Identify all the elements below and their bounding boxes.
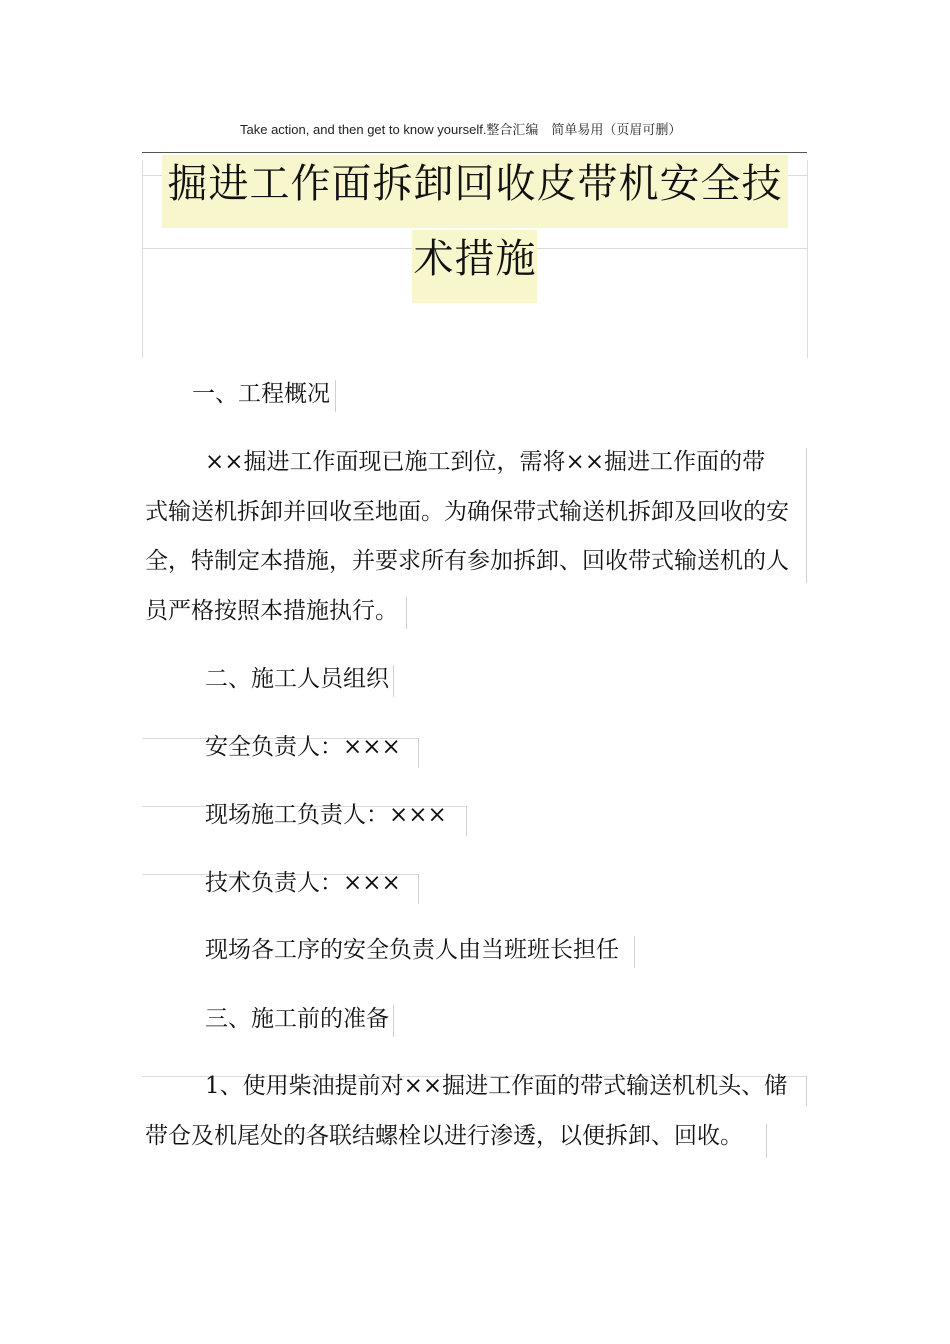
line-end-mark bbox=[806, 448, 807, 583]
paragraph-line: 带仓及机尾处的各联结螺栓以进行渗透，以便拆卸、回收。 bbox=[145, 1123, 743, 1149]
line-end-mark bbox=[766, 1124, 767, 1158]
paragraph-line: ××掘进工作面现已施工到位，需将××掘进工作面的带 bbox=[205, 449, 766, 475]
line-end-mark bbox=[806, 1076, 807, 1106]
line-end-mark bbox=[335, 380, 336, 412]
line-end-mark bbox=[393, 665, 394, 697]
paragraph-line: 全，特制定本措施，并要求所有参加拆卸、回收带式输送机的人 bbox=[145, 548, 789, 574]
site-lead-line: 现场施工负责人：××× bbox=[205, 802, 447, 828]
paragraph-line: 式输送机拆卸并回收至地面。为确保带式输送机拆卸及回收的安 bbox=[145, 499, 789, 525]
shift-note-line: 现场各工序的安全负责人由当班班长担任 bbox=[205, 937, 619, 963]
safety-lead-line: 安全负责人：××× bbox=[205, 734, 401, 760]
page-header: Take action, and then get to know yourself.整合汇编 简单易用（页眉可删） bbox=[240, 122, 682, 137]
doc-title-line-1: 掘进工作面拆卸回收皮带机安全技 bbox=[167, 161, 783, 207]
header-rule bbox=[142, 152, 807, 153]
line-end-mark bbox=[406, 597, 407, 629]
line-end-mark bbox=[393, 1005, 394, 1037]
section-heading-2: 二、施工人员组织 bbox=[205, 666, 389, 692]
section-heading-1: 一、工程概况 bbox=[192, 381, 330, 407]
tech-lead-line: 技术负责人：××× bbox=[205, 870, 401, 896]
line-end-mark bbox=[418, 738, 419, 768]
line-end-mark bbox=[418, 874, 419, 904]
paragraph-line: 1、使用柴油提前对××掘进工作面的带式输送机机头、储 bbox=[205, 1073, 788, 1099]
doc-title-line-2: 术措施 bbox=[413, 236, 537, 282]
line-end-mark bbox=[466, 806, 467, 836]
paragraph-line: 员严格按照本措施执行。 bbox=[145, 598, 398, 624]
line-end-mark bbox=[634, 936, 635, 968]
section-heading-3: 三、施工前的准备 bbox=[205, 1006, 389, 1032]
